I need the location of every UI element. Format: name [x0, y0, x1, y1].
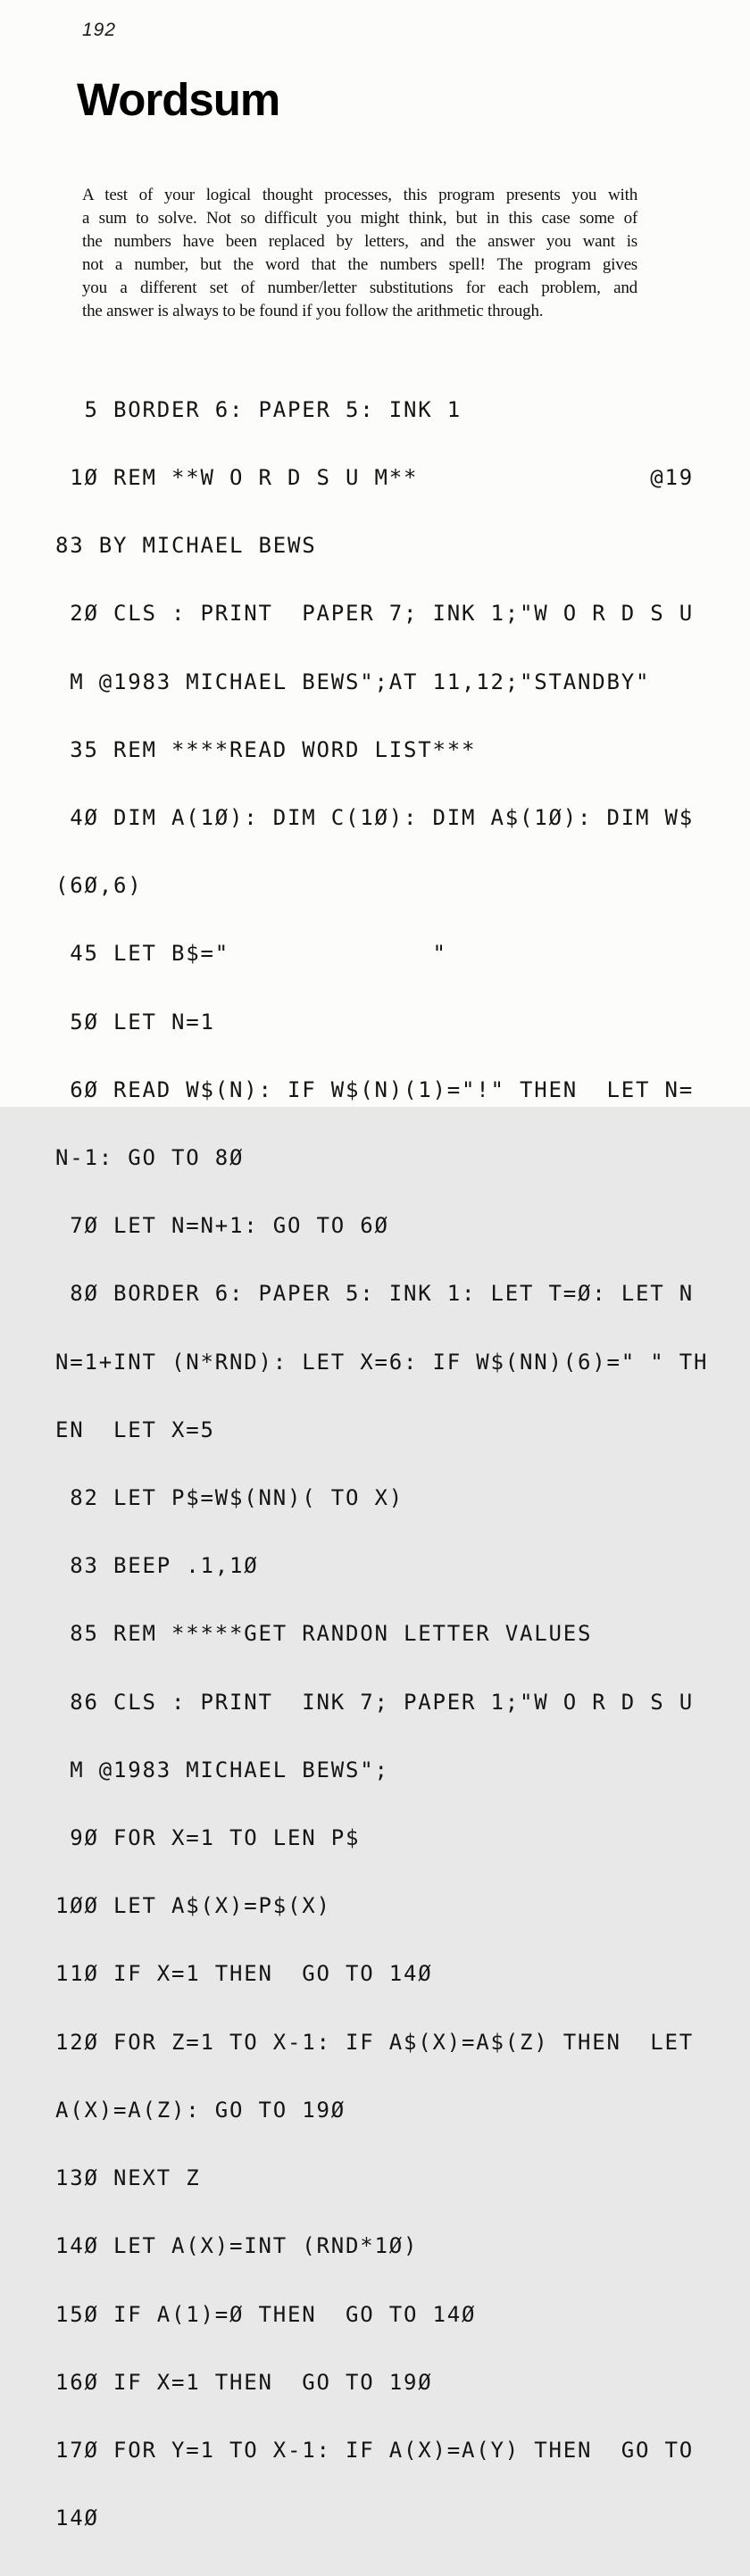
intro-line: you a different set of number/letter substitutions for each problem, and [82, 278, 638, 297]
code-line: M @1983 MICHAEL BEWS"; [55, 1757, 389, 1782]
code-line: 83 BEEP .1,1Ø [55, 1553, 259, 1579]
code-line: 85 REM *****GET RANDON LETTER VALUES [55, 1621, 593, 1647]
code-line: EN LET X=5 [55, 1417, 215, 1442]
code-line: N=1+INT (N*RND): LET X=6: IF W$(NN)(6)=" " TH [55, 1349, 709, 1375]
code-line: 12Ø FOR Z=1 TO X-1: IF A$(X)=A$(Z) THEN LET [55, 2029, 694, 2055]
code-line: 83 BY MICHAEL BEWS [55, 533, 317, 559]
code-line: 15Ø IF A(1)=Ø THEN GO TO 14Ø [55, 2301, 477, 2327]
code-line: 16Ø IF X=1 THEN GO TO 19Ø [55, 2369, 433, 2395]
code-line: 1ØØ LET A$(X)=P$(X) [55, 1893, 331, 1919]
code-line: 14Ø LET A(X)=INT (RND*1Ø) [55, 2233, 419, 2259]
code-line: 13Ø NEXT Z [55, 2165, 201, 2191]
code-line: 82 LET P$=W$(NN)( TO X) [55, 1485, 404, 1511]
code-listing [55, 353, 708, 2575]
page-number: 192 [82, 20, 117, 40]
code-line: 2Ø CLS : PRINT PAPER 7; INK 1;"W O R D S U [55, 601, 694, 627]
code-line: A(X)=A(Z): GO TO 19Ø [55, 2097, 346, 2123]
code-line: M @1983 MICHAEL BEWS";AT 11,12;"STANDBY" [55, 669, 651, 694]
intro-line: a sum to solve. Not so difficult you might think, but in this case some of [82, 208, 638, 228]
page-title: Wordsum [77, 74, 280, 125]
code-line: 1Ø REM **W O R D S U M** @19 [55, 465, 694, 491]
intro-line: the answer is always to be found if you follow the arithmetic through. [82, 301, 544, 320]
code-line: 7Ø LET N=N+1: GO TO 6Ø [55, 1213, 389, 1239]
code-line: 4Ø DIM A(1Ø): DIM C(1Ø): DIM A$(1Ø): DIM W$ [55, 805, 694, 831]
code-line: 5 BORDER 6: PAPER 5: INK 1 [55, 396, 462, 422]
intro-line: not a number, but the word that the numbers spell! The program gives [82, 254, 638, 274]
code-line: 17Ø FOR Y=1 TO X-1: IF A(X)=A(Y) THEN GO TO [55, 2437, 694, 2463]
code-line: 45 LET B$=" " [55, 941, 447, 967]
code-line: 11Ø IF X=1 THEN GO TO 14Ø [55, 1961, 433, 1987]
code-line: 5Ø LET N=1 [55, 1009, 215, 1035]
code-line: 35 REM ****READ WORD LIST*** [55, 736, 477, 762]
code-line: 86 CLS : PRINT INK 7; PAPER 1;"W O R D S U [55, 1689, 694, 1715]
intro-paragraph [82, 184, 638, 322]
intro-line: the numbers have been replaced by letters, and the answer you want is [82, 231, 638, 251]
code-line: N-1: GO TO 8Ø [55, 1145, 245, 1171]
code-line: 14Ø [55, 2505, 99, 2531]
intro-line: A test of your logical thought processes, this program presents you with [82, 186, 638, 204]
code-line: 9Ø FOR X=1 TO LEN P$ [55, 1825, 361, 1851]
code-line: 8Ø BORDER 6: PAPER 5: INK 1: LET T=Ø: LET N [55, 1281, 694, 1307]
code-line: (6Ø,6) [55, 873, 143, 899]
code-line: 6Ø READ W$(N): IF W$(N)(1)="!" THEN LET N= [55, 1076, 694, 1102]
